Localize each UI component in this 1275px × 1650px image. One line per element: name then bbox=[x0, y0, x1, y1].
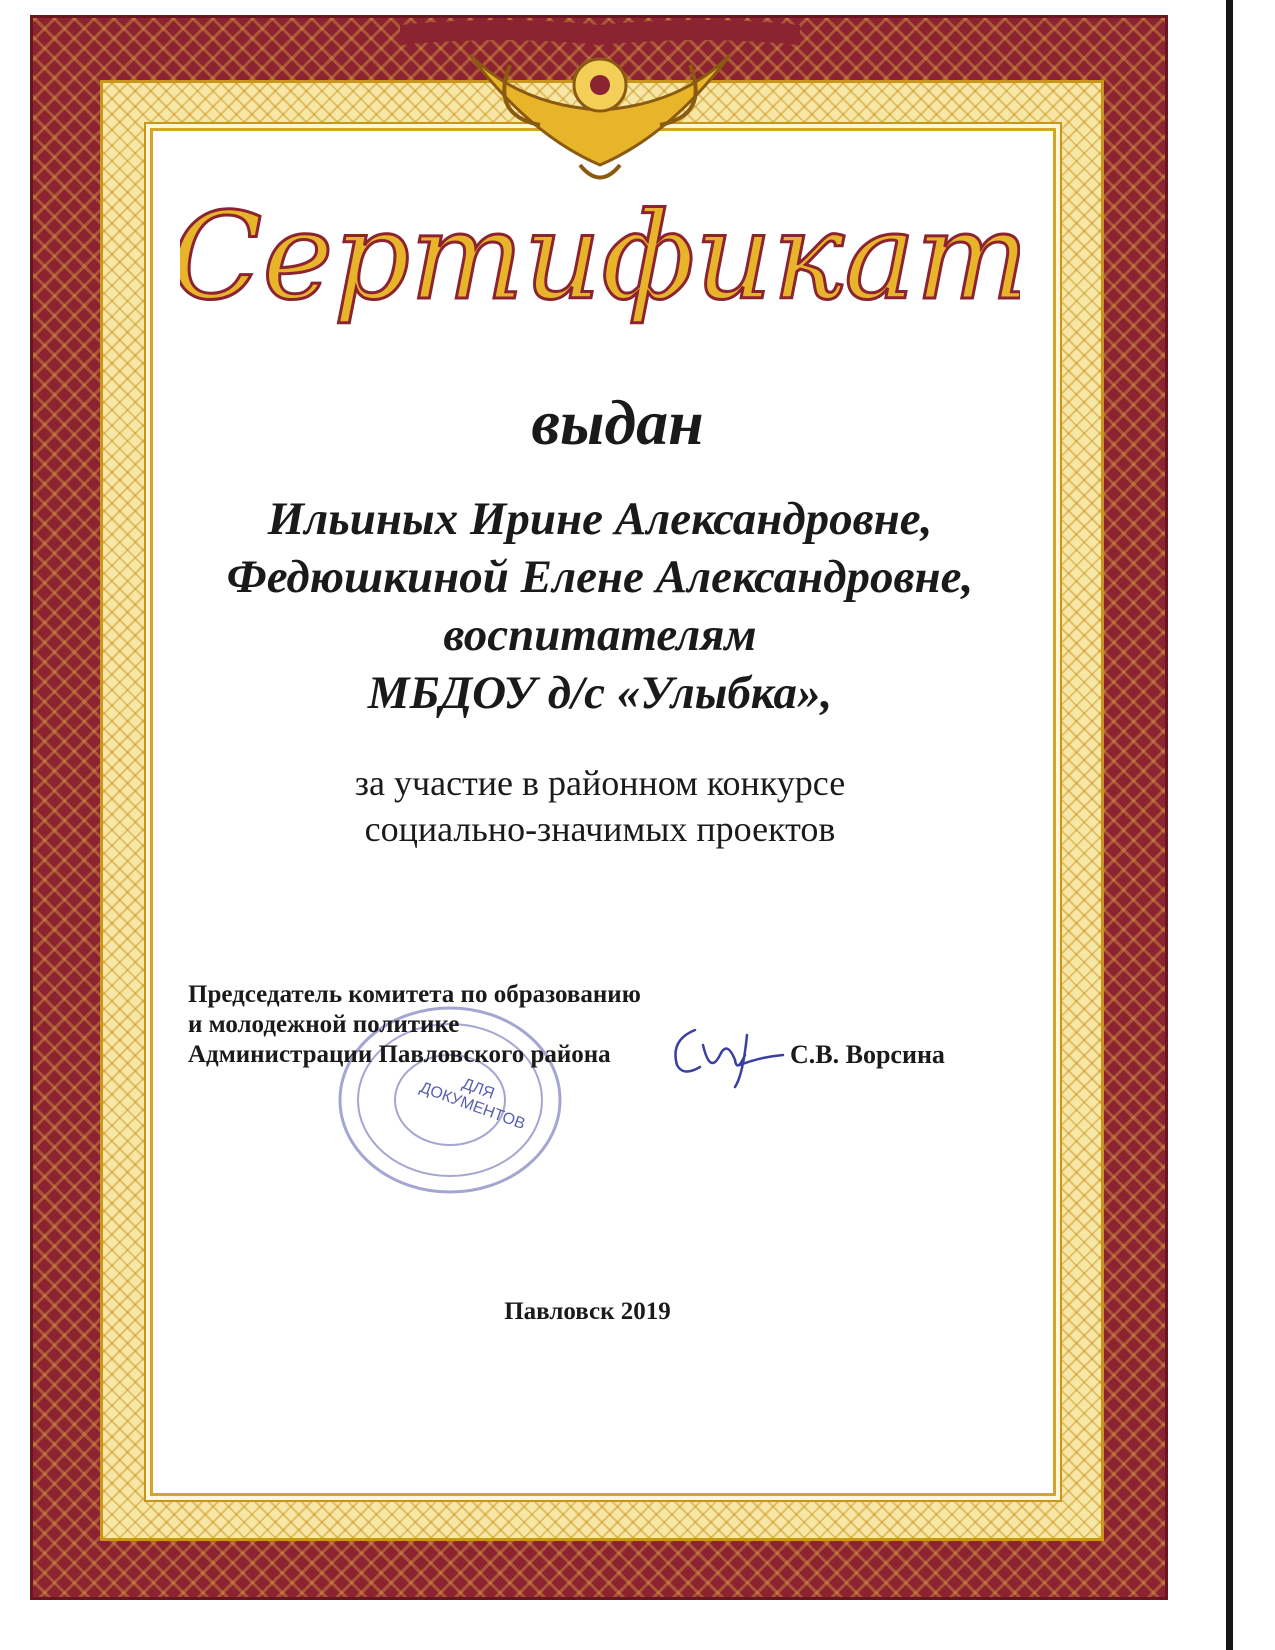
certificate-title bbox=[180, 180, 1020, 340]
title-text: Сертификат bbox=[180, 188, 1020, 327]
recipient-line: Ильиных Ирине Александровне, bbox=[267, 493, 933, 545]
recipients-block bbox=[100, 490, 1100, 722]
position-line: Председатель комитета по образованию bbox=[188, 981, 641, 1008]
reason-line: за участие в районном конкурсе bbox=[354, 763, 846, 803]
stamp-label: ДЛЯ ДОКУМЕНТОВ bbox=[417, 1075, 528, 1134]
signatory-position bbox=[188, 980, 748, 1070]
scan-edge-line bbox=[1226, 0, 1233, 1650]
recipient-line: воспитателям bbox=[443, 609, 757, 661]
place-year: Павловск 2019 bbox=[504, 1298, 671, 1325]
scan-margin bbox=[1233, 0, 1275, 1650]
crown-ornament-icon bbox=[380, 15, 820, 195]
reason-line: социально-значимых проектов bbox=[364, 809, 836, 849]
reason-block bbox=[100, 760, 1100, 852]
recipient-line: МБДОУ д/с «Улыбка», bbox=[367, 667, 833, 719]
signatory-name: С.В. Ворсина bbox=[790, 1040, 945, 1069]
recipient-line: Федюшкиной Елене Александровне, bbox=[226, 551, 974, 603]
position-line: и молодежной политике bbox=[188, 1011, 460, 1038]
position-line: Администрации Павловского района bbox=[188, 1041, 611, 1068]
issued-label: выдан bbox=[531, 387, 704, 458]
handwritten-signature-icon bbox=[665, 1015, 785, 1095]
